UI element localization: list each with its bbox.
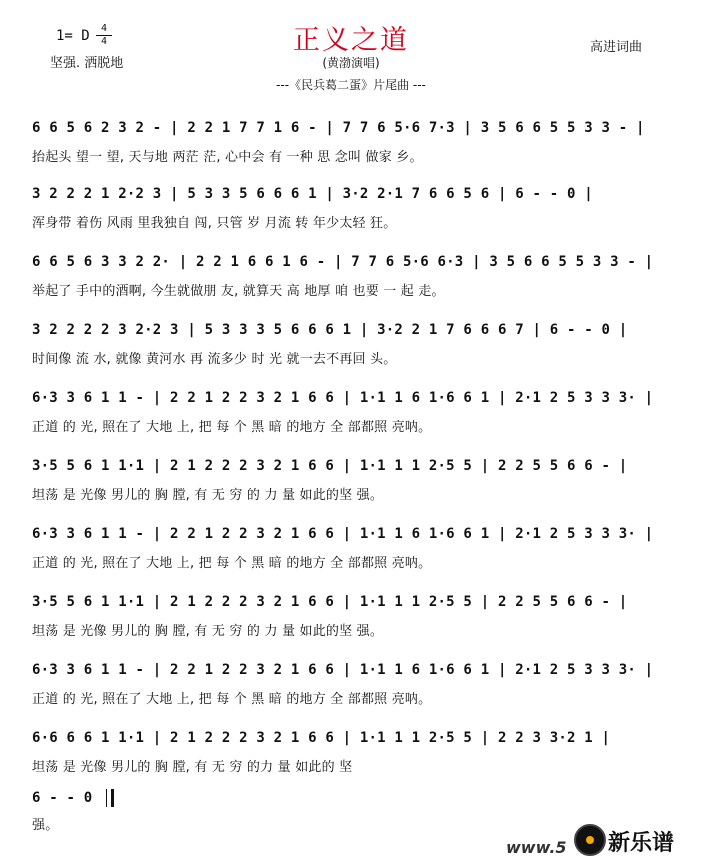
lyrics-row-4: 时间像 流 水, 就像 黄河水 再 流多少 时 光 就一去不再回 头。 — [32, 352, 397, 367]
watermark-url: www.5 — [506, 838, 567, 857]
notation-row-5: 6·3 3 6 1 1 - | 2 2 1 2 2 3 2 1 6 6 | 1·1 1 6 1·6 6 1 | 2·1 2 5 3 3 3· | — [32, 390, 654, 406]
notation-row-10: 6·6 6 6 1 1·1 | 2 1 2 2 2 3 2 1 6 6 | 1·1 1 1 2·5 5 | 2 2 3 3·2 1 | — [32, 730, 611, 746]
time-signature-top: 4 — [100, 23, 108, 34]
tempo-marking: 坚强. 洒脱地 — [50, 56, 124, 71]
lyrics-row-10: 坦荡 是 光像 男儿的 胸 膛, 有 无 穷 的力 量 如此的 坚 — [32, 760, 353, 775]
lyrics-row-9: 正道 的 光, 照在了 大地 上, 把 每 个 黑 暗 的地方 全 部都照 亮呐。 — [32, 692, 432, 707]
notation-row-11: 6 - - 0 — [32, 790, 93, 806]
time-signature-bottom: 4 — [100, 36, 108, 47]
notation-row-9: 6·3 3 6 1 1 - | 2 2 1 2 2 3 2 1 6 6 | 1·1 1 6 1·6 6 1 | 2·1 2 5 3 3 3· | — [32, 662, 654, 678]
notation-row-7: 6·3 3 6 1 1 - | 2 2 1 2 2 3 2 1 6 6 | 1·1 1 6 1·6 6 1 | 2·1 2 5 3 3 3· | — [32, 526, 654, 542]
singer-line: (黄渤演唱) — [322, 56, 380, 70]
lyrics-row-3: 举起了 手中的酒啊, 今生就做朋 友, 就算天 高 地厚 咱 也要 一 起 走。 — [32, 284, 445, 299]
notation-row-3: 6 6 5 6 3 3 2 2· | 2 2 1 6 6 1 6 - | 7 7 6 5·6 6·3 | 3 5 6 6 5 5 3 3 - | — [32, 254, 654, 270]
notation-row-1: 6 6 5 6 2 3 2 - | 2 2 1 7 7 1 6 - | 7 7 6 5·6 7·3 | 3 5 6 6 5 5 3 3 - | — [32, 120, 645, 136]
notation-row-4: 3 2 2 2 2 3 2·2 3 | 5 3 3 3 5 6 6 6 1 | 3·2 2 1 7 6 6 6 7 | 6 - - 0 | — [32, 322, 628, 338]
key-signature: 1= D — [56, 28, 90, 44]
notation-row-8: 3·5 5 6 1 1·1 | 2 1 2 2 2 3 2 1 6 6 | 1·1 1 1 2·5 5 | 2 2 5 5 6 6 - | — [32, 594, 628, 610]
lyrics-row-1: 抬起头 望一 望, 天与地 两茫 茫, 心中会 有 一种 思 念叫 做家 乡。 — [32, 150, 423, 165]
source-line: ---《民兵葛二蛋》片尾曲 --- — [276, 78, 426, 92]
notation-row-2: 3 2 2 2 1 2·2 3 | 5 3 3 5 6 6 6 1 | 3·2 2·1 7 6 6 5 6 | 6 - - 0 | — [32, 186, 593, 202]
notation-row-6: 3·5 5 6 1 1·1 | 2 1 2 2 2 3 2 1 6 6 | 1·1 1 1 2·5 5 | 2 2 5 5 6 6 - | — [32, 458, 628, 474]
song-title: 正义之道 — [293, 25, 409, 56]
lyrics-row-7: 正道 的 光, 照在了 大地 上, 把 每 个 黑 暗 的地方 全 部都照 亮呐。 — [32, 556, 432, 571]
watermark-brand: 新乐谱 — [608, 831, 675, 856]
lyrics-row-6: 坦荡 是 光像 男儿的 胸 膛, 有 无 穷 的 力 量 如此的坚 强。 — [32, 488, 384, 503]
lyrics-row-5: 正道 的 光, 照在了 大地 上, 把 每 个 黑 暗 的地方 全 部都照 亮呐。 — [32, 420, 432, 435]
lyrics-row-11: 强。 — [32, 818, 59, 833]
watermark-disc-icon — [574, 824, 606, 856]
lyrics-row-2: 浑身带 着伤 风雨 里我独自 闯, 只管 岁 月流 转 年少太轻 狂。 — [32, 216, 397, 231]
composer-credit: 高进词曲 — [590, 40, 643, 55]
final-barline — [106, 789, 114, 807]
lyrics-row-8: 坦荡 是 光像 男儿的 胸 膛, 有 无 穷 的 力 量 如此的坚 强。 — [32, 624, 384, 639]
